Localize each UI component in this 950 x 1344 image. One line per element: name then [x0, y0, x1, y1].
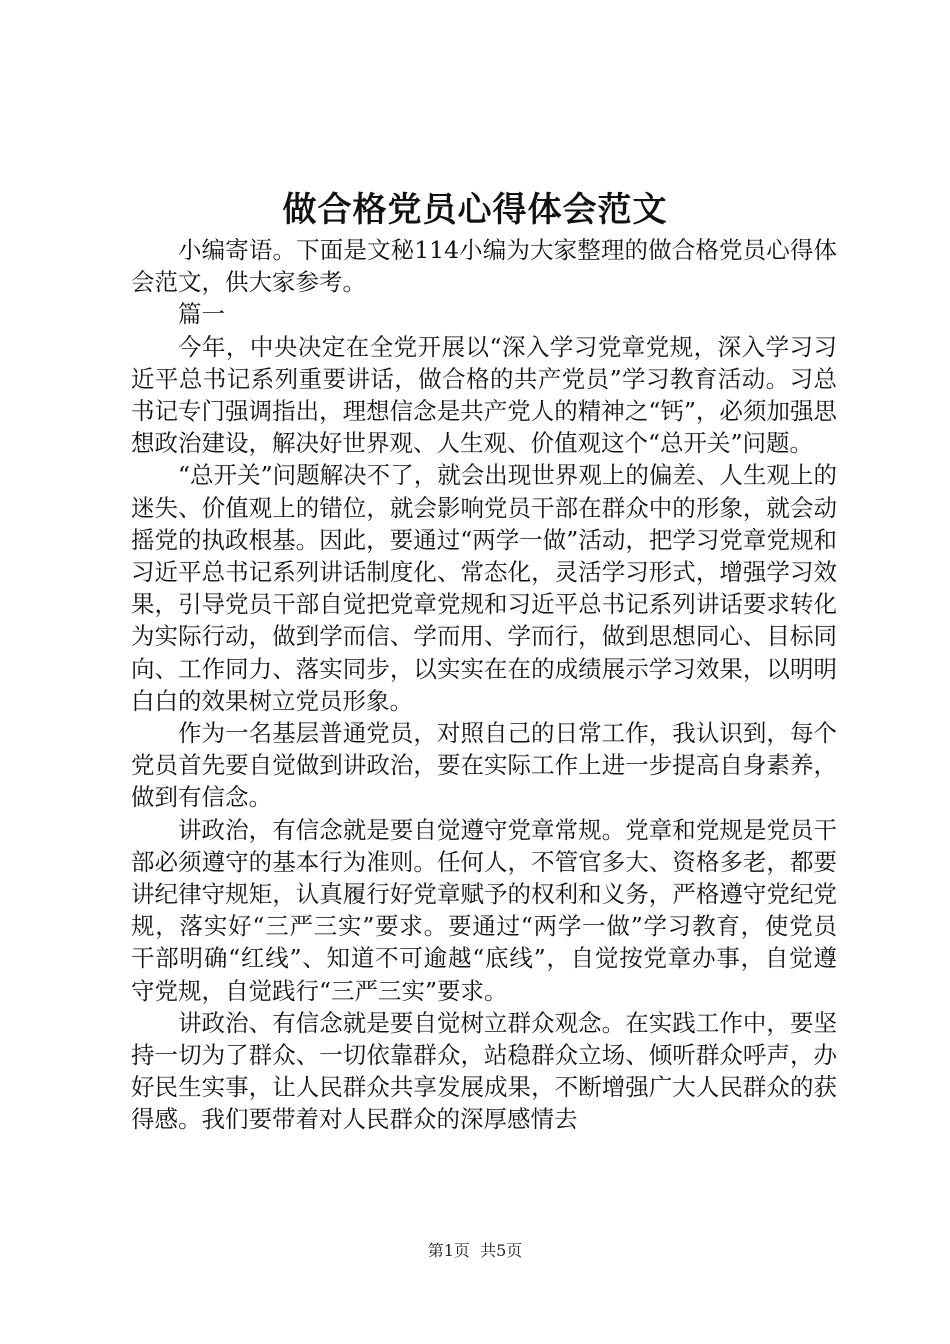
section-heading: 篇一: [178, 300, 225, 329]
paragraph: 讲政治，有信念就是要自觉遵守党章常规。党章和党规是党员干部必须遵守的基本行为准则。任何人，不管官多大、资格多老，都要讲纪律守规矩，认真履行好党章赋予的权利和义务，严格遵守党纪党规，落实好“三严三实”要求。要通过“两学一做”学习教育，使党员干部明确“红线”、知道不可逾越“底线”，自觉按党章办事，自觉遵守党规，自觉践行“三严三实”要求。: [131, 815, 837, 1005]
paragraph: 讲政治、有信念就是要自觉树立群众观念。在实践工作中，要坚持一切为了群众、一切依靠群众，站稳群众立场、倾听群众呼声，办好民生实事，让人民群众共享发展成果，不断增强广大人民群众的获得感。我们要带着对人民群众的深厚感情去: [131, 1008, 837, 1134]
page-total: 共5页: [480, 1241, 523, 1260]
document-body: [131, 234, 837, 1136]
page-footer: [0, 1240, 950, 1262]
paragraph: 作为一名基层普通党员，对照自己的日常工作，我认识到，每个党员首先要自觉做到讲政治，要在实际工作上进一步提高自身素养，做到有信念。: [131, 719, 837, 812]
document-title: 做合格党员心得体会范文: [282, 190, 668, 230]
paragraph: 今年，中央决定在全党开展以“深入学习党章党规，深入学习习近平总书记系列重要讲话，做合格的共产党员”学习教育活动。习总书记专门强调指出，理想信念是共产党人的精神之“钙”，必须加强思想政治建设，解决好世界观、人生观、价值观这个“总开关”问题。: [131, 332, 837, 458]
page-number: 第1页: [427, 1241, 470, 1260]
paragraph: “总开关”问题解决不了，就会出现世界观上的偏差、人生观上的迷失、价值观上的错位，就会影响党员干部在群众中的形象，就会动摇党的执政根基。因此，要通过“两学一做”活动，把学习党章党规和习近平总书记系列讲话制度化、常态化，灵活学习形式，增强学习效果，引导党员干部自觉把党章党规和习近平总书记系列讲话要求转化为实际行动，做到学而信、学而用、学而行，做到思想同心、目标同向、工作同力、落实同步，以实实在在的成绩展示学习效果，以明明白白的效果树立党员形象。: [131, 461, 837, 715]
paragraph-intro: 小编寄语。下面是文秘114小编为大家整理的做合格党员心得体会范文，供大家参考。: [131, 236, 837, 297]
